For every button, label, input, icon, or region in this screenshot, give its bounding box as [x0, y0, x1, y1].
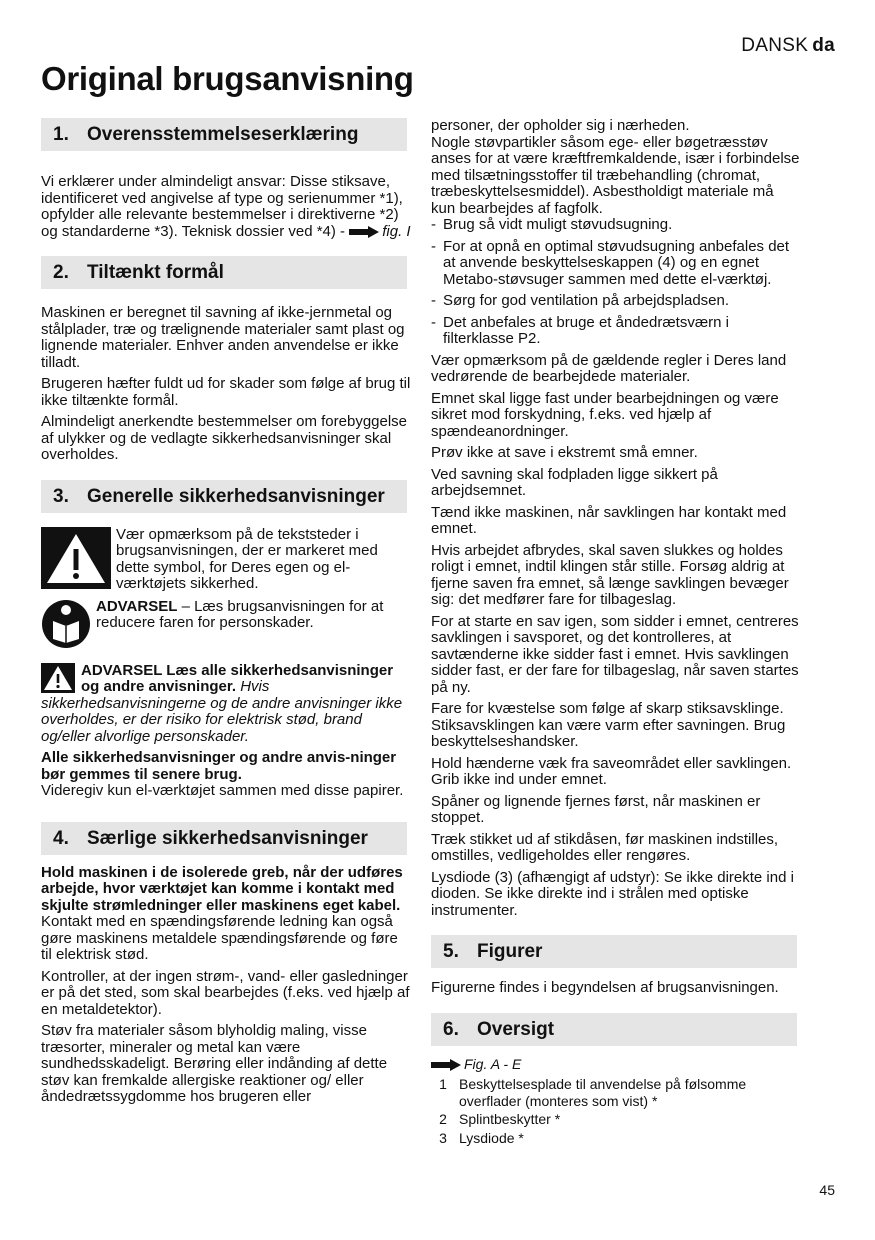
- list-item: [431, 1130, 801, 1147]
- list-item: - Brug så vidt muligt støvudsugning.: [431, 217, 801, 234]
- continued-text: personer, der opholder sig i nærheden.: [431, 117, 690, 134]
- item-text: Splintbeskytter *: [459, 1111, 561, 1127]
- list-item: - Det anbefales at bruge et åndedrætsværn i filterklasse P2.: [431, 315, 801, 348]
- list-item: [431, 1111, 801, 1128]
- arrow-right-icon: [349, 226, 379, 238]
- section-title: Generelle sikkerhedsanvisninger: [87, 485, 385, 507]
- list-item: - Sørg for god ventilation på arbejdspladsen.: [431, 293, 801, 310]
- small-pieces-text: Prøv ikke at save i ekstremt små emner.: [431, 444, 698, 461]
- contact-text: Tænd ikke maskinen, når savklingen har kontakt med emnet.: [431, 503, 787, 537]
- section-title: Oversigt: [477, 1018, 555, 1040]
- item-text: Beskyttelsesplade til anvendelse på følsomme overflader (monteres som vist) *: [459, 1076, 747, 1109]
- declaration-body: Vi erklærer under almindeligt ansvar: Disse stiksave, identificeret ved angivelse af type og serienummer *1), opfylder alle relevante bestemmelser i direktiverne *2) og standarderne *3). Teknisk dossier ved *4) -: [41, 173, 403, 240]
- section-number: 2.: [53, 262, 69, 283]
- read-manual-text: [96, 599, 411, 649]
- base-plate-text: Ved savning skal fodpladen ligge sikkert på arbejdsemnet.: [431, 465, 718, 499]
- hands-text: Hold hænderne væk fra saveområdet eller savklingen. Grib ikke ind under emnet.: [431, 754, 792, 788]
- page-number: 45: [819, 1182, 835, 1198]
- liability-text: Brugeren hæfter fuldt ud for skader som følge af brug til ikke tiltænkte formål.: [41, 375, 411, 409]
- restart-text: For at starte en sav igen, som sidder i emnet, centreres savklingen i savsporet, og det kontrolleres, at savtænderne ikke sidder fast i emnet. Hvis savklingen sidder fast, er der fare for tilbageslag, når saven startes på ny.: [431, 612, 799, 696]
- section-heading-3: [41, 480, 407, 513]
- item-number: 1: [439, 1076, 447, 1092]
- insulated-grip-body: Kontakt med en spændingsførende ledning kan også gøre maskinens metaldele spændingsførende og føre til elektrisk stød.: [41, 913, 398, 963]
- insulated-grip-text: [41, 865, 411, 964]
- declaration-text: [41, 174, 411, 240]
- list-item: [431, 1076, 801, 1109]
- overview-list: [431, 1076, 801, 1146]
- language-name: DANSK: [741, 35, 809, 56]
- fix-workpiece-text: Emnet skal ligge fast under bearbejdningen og være sikret mod forskydning, f.eks. ved hjælp af spændeanordninger.: [431, 389, 779, 440]
- check-lines-text: Kontroller, at der ingen strøm-, vand- eller gasledninger er på det sted, som skal bearbejdes (f.eks. ved hjælp af en metaldetektor).: [41, 967, 410, 1018]
- attention-text: Vær opmærksom på de tekststeder i brugsanvisningen, der er markeret med dette symbol, for Deres egen og el-værktøjets sikkerhed.: [116, 525, 378, 592]
- language-code: da: [812, 35, 835, 56]
- section-title: Tiltænkt formål: [87, 262, 224, 283]
- section-number: 4.: [53, 827, 69, 849]
- injury-text: Fare for kvæstelse som følge af skarp stiksavsklinge. Stiksavsklingen kan være varm efter savningen. Brug beskyttelseshandsker.: [431, 700, 786, 750]
- item-number: 2: [439, 1111, 447, 1127]
- unplug-text: Træk stikket ud af stikdåsen, før maskinen indstilles, omstilles, vedligeholdes eller rengøres.: [431, 830, 779, 864]
- arrow-right-icon: [431, 1059, 461, 1071]
- read-all-warning: [41, 663, 411, 746]
- section-heading-4: [41, 822, 407, 855]
- section-heading-1: [41, 118, 407, 151]
- interrupt-text: Hvis arbejdet afbrydes, skal saven slukkes og holdes roligt i emnet, indtil klingen står stille. Forsøg aldrig at fjerne saven fra emnet, så længe savklingen bevæger sig: det medfører fare for tilbageslag.: [431, 541, 789, 608]
- keep-instructions-bold: Alle sikkerhedsanvisninger og andre anvis-ninger bør gemmes til senere brug.: [41, 749, 397, 783]
- regulations-text: Vær opmærksom på de gældende regler i Deres land vedrørende de bearbejdede materialer.: [431, 351, 787, 385]
- section-heading-2: [41, 256, 407, 289]
- section-heading-5: [431, 935, 797, 968]
- warning-triangle-icon: [41, 527, 111, 589]
- warning-bold-text: ADVARSEL Læs alle sikkerhedsanvisninger og andre anvisninger.: [81, 661, 394, 695]
- dust-particles-text: Nogle støvpartikler såsom ege- eller bøgetræsstøv anses for at være kræftfremkaldende, især i forbindelse med tilsætningsstoffer til træbehandling (chromat, træbeskyttelsesmiddel). Asbestholdigt materiale må kun bearbejdes af fagfolk.: [431, 133, 800, 217]
- regulations-text: Almindeligt anerkendte bestemmelser om forebyggelse af ulykker og de vedlagte sikkerhedsanvisninger skal overholdes.: [41, 413, 408, 463]
- language-label: [741, 35, 835, 57]
- warning-italic-text: Hvis sikkerhedsanvisningerne og de andre anvisninger ikke overholdes, er der risiko for elektrisk stød, brand og/eller alvorlige personskader.: [41, 678, 403, 745]
- section-number: 1.: [53, 124, 69, 145]
- insulated-grip-bold: Hold maskinen i de isolerede greb, når der udføres arbejde, hvor værktøjet kan komme i kontakt med skjulte strømledninger eller maskinens eget kabel.: [41, 863, 403, 914]
- section-title: Figurer: [477, 941, 543, 962]
- overview-figure-ref: [431, 1056, 801, 1073]
- warning-label: ADVARSEL: [96, 597, 178, 615]
- page-title: Original brugsanvisning: [41, 60, 414, 97]
- warning-triangle-icon: [41, 663, 75, 693]
- intended-use-text: Maskinen er beregnet til savning af ikke-jernmetal og stålplader, træ og trælignende materialer samt plast og lignende materialer. Enhver anden anvendelse er ikke tilladt.: [41, 304, 405, 371]
- left-column: [41, 118, 411, 1111]
- item-number: 3: [439, 1129, 447, 1146]
- section-number: 6.: [443, 1018, 459, 1040]
- section-heading-6: [431, 1013, 797, 1046]
- figures-text: Figurerne findes i begyndelsen af brugsanvisningen.: [431, 979, 779, 996]
- figure-reference: fig. I: [382, 222, 411, 240]
- section-number: 5.: [443, 941, 459, 962]
- section-title: Særlige sikkerhedsanvisninger: [87, 827, 368, 849]
- attention-notice: [41, 527, 411, 593]
- read-manual-icon: [41, 599, 91, 649]
- keep-instructions-text: Videregiv kun el-værktøjet sammen med disse papirer.: [41, 782, 404, 799]
- right-column: [431, 118, 801, 1148]
- read-manual-warning: [41, 599, 411, 649]
- figure-reference: Fig. A - E: [464, 1055, 522, 1072]
- led-text: Lysdiode (3) (afhængigt af udstyr): Se ikke direkte ind i dioden. Se ikke direkte ind i strålen med optiske instrumenter.: [431, 868, 794, 919]
- chips-text: Spåner og lignende fjernes først, når maskinen er stoppet.: [431, 792, 761, 826]
- warning-body: – Læs brugsanvisningen for at reducere faren for personskader.: [96, 597, 384, 631]
- dust-warning-text: Støv fra materialer såsom blyholdig maling, visse træsorter, mineraler og metal kan være sundhedsskadeligt. Berøring eller indånding af dette støv kan fremkalde allergiske reaktioner og/ eller åndedrætssygdomme hos brugeren eller: [41, 1022, 388, 1105]
- item-text: Lysdiode *: [459, 1129, 524, 1146]
- section-title: Overensstemmelseserklæring: [87, 124, 359, 145]
- keep-instructions: [41, 750, 411, 800]
- section-number: 3.: [53, 485, 69, 507]
- list-item: - For at opnå en optimal støvudsugning anbefales det at anvende beskyttelseskappen (4) og en egnet Metabo-støvsuger sammen med dette el-værktøj.: [431, 239, 801, 289]
